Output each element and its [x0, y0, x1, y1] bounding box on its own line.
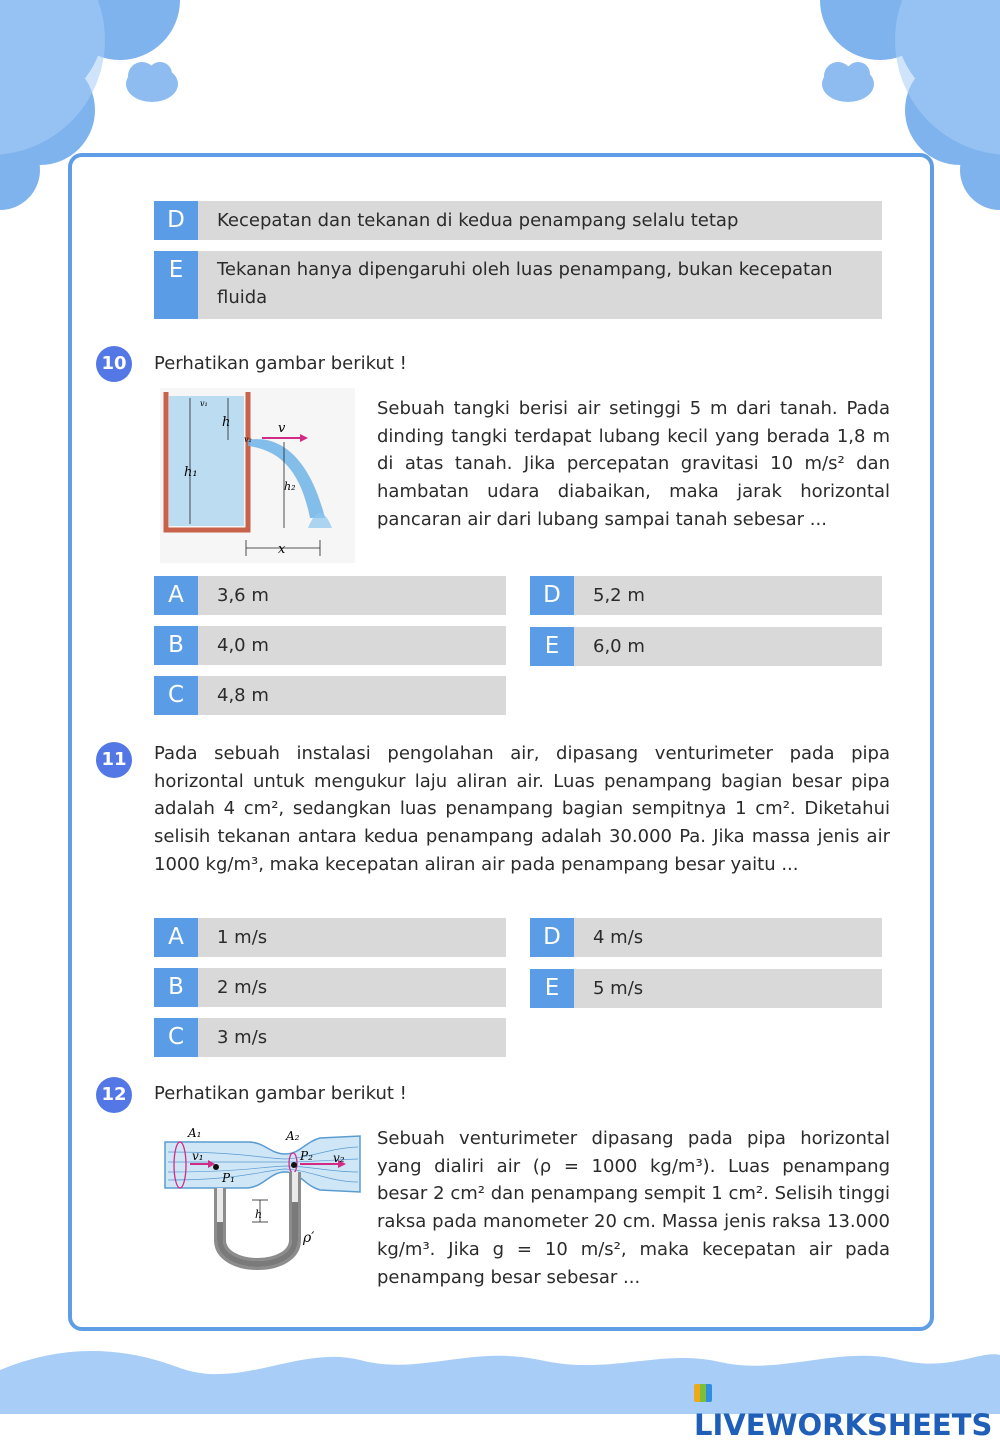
- option-letter: D: [530, 918, 574, 957]
- question-body: Pada sebuah instalasi pengolahan air, dipasang venturimeter pada pipa horizontal untuk mengukur laju aliran air. Luas penampang bagian besar pipa adalah 4 cm², sedangkan luas penampang bagian sempitnya 1 cm². Diketahui selisih tekanan antara kedua penampang adalah 30.000 Pa. Jika massa jenis air 1000 kg/m³, maka kecepatan aliran air pada penampang besar yaitu ...: [154, 743, 890, 875]
- option-letter: D: [154, 201, 198, 240]
- question-number: 11: [96, 742, 132, 778]
- label-v2: v₂: [333, 1151, 345, 1165]
- option-text: Tekanan hanya dipengaruhi oleh luas penampang, bukan kecepatan fluida: [217, 259, 833, 308]
- option-text: 5 m/s: [593, 978, 644, 999]
- q10-option-d[interactable]: [530, 576, 882, 615]
- q11-option-d[interactable]: [530, 918, 882, 957]
- venturimeter-figure: [160, 1122, 365, 1277]
- option-text: 6,0 m: [593, 636, 645, 657]
- option-letter: A: [154, 918, 198, 957]
- option-text: Kecepatan dan tekanan di kedua penampang selalu tetap: [217, 210, 739, 231]
- question-body: Sebuah venturimeter dipasang pada pipa horizontal yang dialiri air (ρ = 1000 kg/m³). Luas penampang besar 2 cm² dan penampang sempit 1 cm². Selisih tinggi raksa pada manometer 20 cm. Massa jenis raksa 13.000 kg/m³. Jika g = 10 m/s², maka kecepatan air pada penampang besar sebesar ...: [377, 1128, 890, 1288]
- brand-text: LIVEWORKSHEETS: [694, 1408, 993, 1442]
- option-letter: B: [154, 626, 198, 665]
- tank-figure: [160, 388, 355, 563]
- option-letter: A: [154, 576, 198, 615]
- label-v2: v₂: [244, 435, 252, 444]
- label-h1: h₁: [184, 465, 198, 480]
- option-text: 3 m/s: [217, 1027, 268, 1048]
- label-h: h: [255, 1208, 263, 1221]
- label-p2: P₂: [300, 1149, 313, 1163]
- option-letter: E: [530, 627, 574, 666]
- q11-option-e[interactable]: [530, 969, 882, 1008]
- option-text: 4,0 m: [217, 635, 269, 656]
- option-letter: B: [154, 968, 198, 1007]
- q10-option-e[interactable]: [530, 627, 882, 666]
- option-text: 5,2 m: [593, 585, 645, 606]
- label-x: x: [278, 542, 286, 557]
- option-letter: E: [154, 251, 198, 319]
- option-text: 2 m/s: [217, 977, 268, 998]
- q9-option-d[interactable]: [154, 201, 882, 240]
- option-letter: E: [530, 969, 574, 1008]
- q9-option-e[interactable]: [154, 251, 882, 319]
- brand-icon: [694, 1384, 712, 1402]
- label-a1: A₁: [188, 1126, 202, 1140]
- option-text: 4,8 m: [217, 685, 269, 706]
- label-h2: h₂: [284, 480, 296, 493]
- option-text: 4 m/s: [593, 927, 644, 948]
- label-v: v: [278, 421, 286, 436]
- q10-option-c[interactable]: [154, 676, 506, 715]
- label-v1: v₁: [200, 399, 208, 408]
- q10-option-a[interactable]: [154, 576, 506, 615]
- option-letter: D: [530, 576, 574, 615]
- option-text: 1 m/s: [217, 927, 268, 948]
- q11-option-b[interactable]: [154, 968, 506, 1007]
- q11-option-c[interactable]: [154, 1018, 506, 1057]
- question-prompt: Perhatikan gambar berikut !: [154, 353, 407, 374]
- liveworksheets-logo[interactable]: [694, 1374, 1000, 1442]
- option-text: 3,6 m: [217, 585, 269, 606]
- question-prompt: Perhatikan gambar berikut !: [154, 1083, 407, 1104]
- question-number: 10: [96, 346, 132, 382]
- label-rho: ρ′: [303, 1230, 315, 1246]
- option-letter: C: [154, 1018, 198, 1057]
- label-p1: P₁: [222, 1171, 235, 1185]
- label-v1: v₁: [192, 1149, 204, 1163]
- question-number: 12: [96, 1077, 132, 1113]
- label-h: h: [222, 415, 231, 430]
- q11-option-a[interactable]: [154, 918, 506, 957]
- q10-option-b[interactable]: [154, 626, 506, 665]
- question-body: Sebuah tangki berisi air setinggi 5 m dari tanah. Pada dinding tangki terdapat lubang kecil yang berada 1,8 m di atas tanah. Jika percepatan gravitasi 10 m/s² dan hambatan udara diabaikan, maka jarak horizontal pancaran air dari lubang sampai tanah sebesar ...: [377, 398, 890, 530]
- label-a2: A₂: [286, 1129, 300, 1143]
- option-letter: C: [154, 676, 198, 715]
